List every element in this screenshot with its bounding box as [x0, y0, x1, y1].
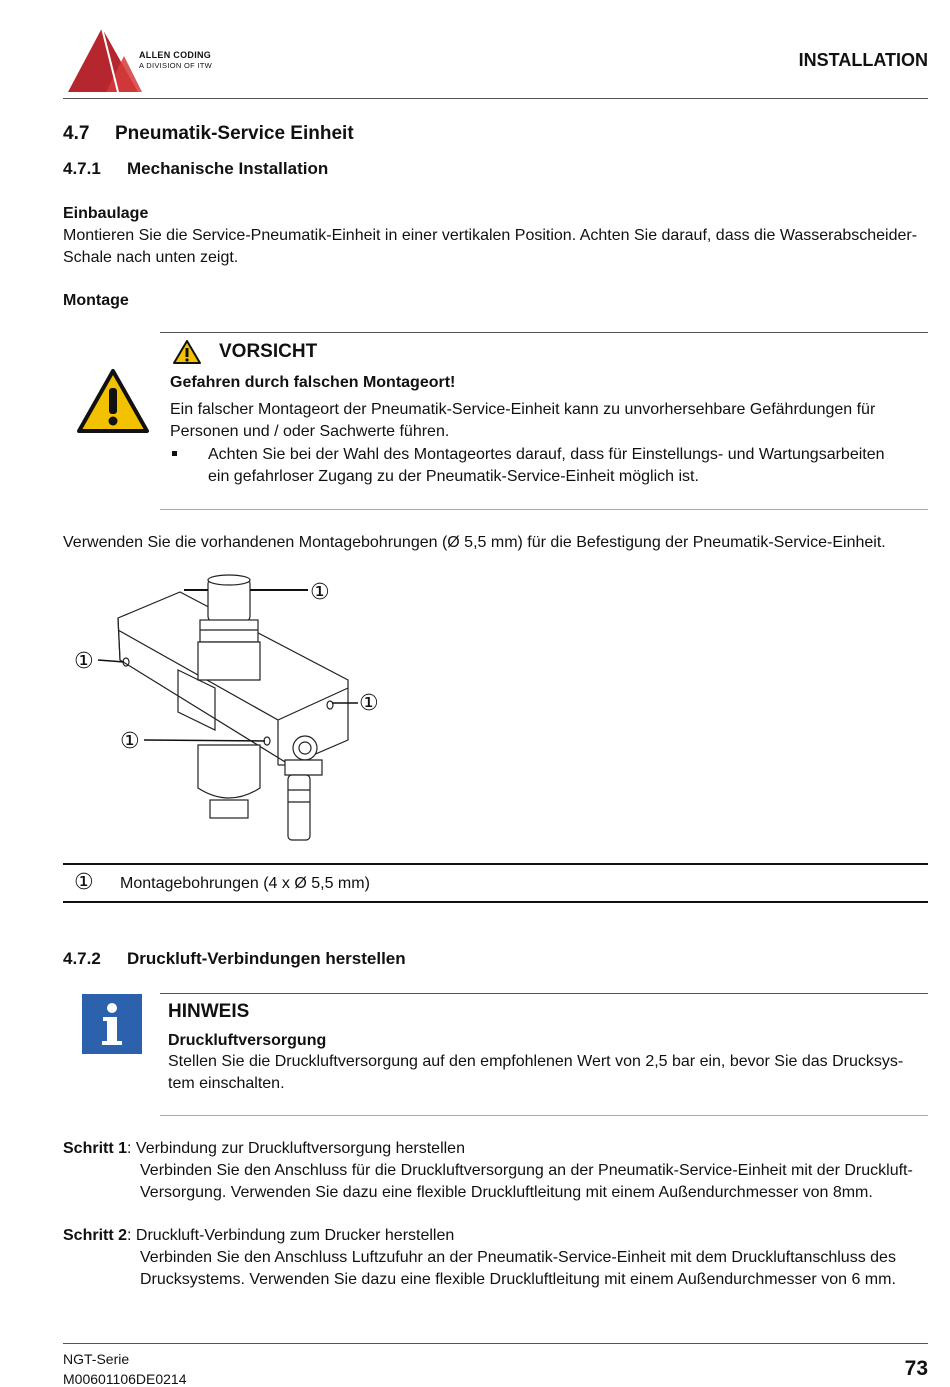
caution-bullet — [172, 451, 177, 456]
section-title: Pneumatik-Service Einheit — [115, 123, 354, 144]
subsection-number: 4.7.1 — [63, 159, 101, 178]
caution-bullet-line1: Achten Sie bei der Wahl des Montageortes darauf, dass für Einstellungs- und Wartungsarbeiten — [208, 446, 885, 463]
einbaulage-text-line1: Montieren Sie die Service-Pneumatik-Einheit in einer vertikalen Position. Achten Sie darauf, dass die Wasserabscheider- — [63, 227, 918, 244]
company-logo — [66, 26, 226, 94]
pneumatic-unit-figure — [60, 570, 400, 850]
info-icon — [82, 994, 142, 1054]
warning-triangle-icon — [76, 368, 150, 434]
header-section-title: INSTALLATION — [798, 50, 928, 70]
subsection2-number: 4.7.2 — [63, 949, 101, 968]
mounting-text: Verwenden Sie die vorhandenen Montagebohrungen (Ø 5,5 mm) für die Befestigung der Pneumatik-Service-Einheit. — [63, 534, 886, 551]
caution-subtitle: Gefahren durch falschen Montageort! — [170, 374, 456, 391]
callout-marker-left: ① — [74, 648, 94, 673]
step-1-text-line2: Versorgung. Verwenden Sie dazu eine flexible Druckluftleitung mit einem Außendurchmesser von 8mm. — [140, 1184, 873, 1201]
notice-top-rule — [160, 993, 928, 994]
einbaulage-text-line2: Schale nach unten zeigt. — [63, 249, 239, 266]
step-2-title: : Druckluft-Verbindung zum Drucker herstellen — [127, 1227, 455, 1244]
step-1-heading — [63, 1138, 465, 1160]
header-rule — [63, 98, 928, 99]
caution-top-rule — [160, 332, 928, 333]
footer-doc-number: M00601106DE0214 — [63, 1371, 187, 1387]
caution-bottom-rule — [160, 509, 928, 510]
callout-marker-bottom: ① — [120, 728, 140, 753]
notice-label: HINWEIS — [168, 1001, 250, 1022]
caution-small-icon — [172, 339, 202, 365]
step-2-text-line2: Drucksystems. Verwenden Sie dazu eine flexible Druckluftleitung mit einem Außendurchmesser von 6 mm. — [140, 1271, 896, 1288]
logo-tagline: A DIVISION OF ITW — [139, 61, 213, 70]
notice-text-line1: Stellen Sie die Druckluftversorgung auf den empfohlenen Wert von 2,5 bar ein, bevor Sie das Drucksys- — [168, 1053, 904, 1070]
step-1-label: Schritt 1 — [63, 1140, 128, 1157]
legend-symbol: ① — [74, 869, 94, 894]
notice-bottom-rule — [160, 1115, 928, 1116]
step-1-title: : Verbindung zur Druckluftversorgung herstellen — [127, 1140, 465, 1157]
logo-name: ALLEN CODING — [139, 50, 212, 60]
step-1-text-line1: Verbinden Sie den Anschluss für die Druckluftversorgung an der Pneumatik-Service-Einheit mit der Druckluft- — [140, 1162, 913, 1179]
subsection2-title: Druckluft-Verbindungen herstellen — [127, 949, 406, 968]
caution-text-line2: Personen und / oder Sachwerte führen. — [170, 423, 450, 440]
callout-marker-top: ① — [310, 579, 330, 604]
page-number: 73 — [904, 1357, 928, 1380]
footer-rule — [63, 1343, 928, 1344]
caution-label: VORSICHT — [219, 341, 318, 362]
step-2-label: Schritt 2 — [63, 1227, 128, 1244]
step-2-heading — [63, 1225, 454, 1247]
caution-bullet-line2: ein gefahrloser Zugang zu der Pneumatik-Service-Einheit möglich ist. — [208, 468, 699, 485]
step-2-text-line1: Verbinden Sie den Anschluss Luftzufuhr an der Pneumatik-Service-Einheit mit dem Druckluftanschluss des — [140, 1249, 896, 1266]
einbaulage-heading: Einbaulage — [63, 205, 149, 222]
legend-text: Montagebohrungen (4 x Ø 5,5 mm) — [120, 875, 370, 892]
logo-triangle-icon — [66, 26, 226, 94]
subsection-title: Mechanische Installation — [127, 159, 329, 178]
callout-marker-right: ① — [359, 690, 379, 715]
section-number: 4.7 — [63, 123, 90, 144]
caution-text-line1: Ein falscher Montageort der Pneumatik-Service-Einheit kann zu unvorhersehbare Gefährdungen für — [170, 401, 876, 418]
legend-top-rule — [63, 863, 928, 865]
montage-heading: Montage — [63, 292, 129, 309]
legend-bottom-rule — [63, 901, 928, 903]
notice-text-line2: tem einschalten. — [168, 1075, 285, 1092]
notice-subtitle: Druckluftversorgung — [168, 1032, 327, 1049]
footer-series: NGT-Serie — [63, 1351, 130, 1367]
